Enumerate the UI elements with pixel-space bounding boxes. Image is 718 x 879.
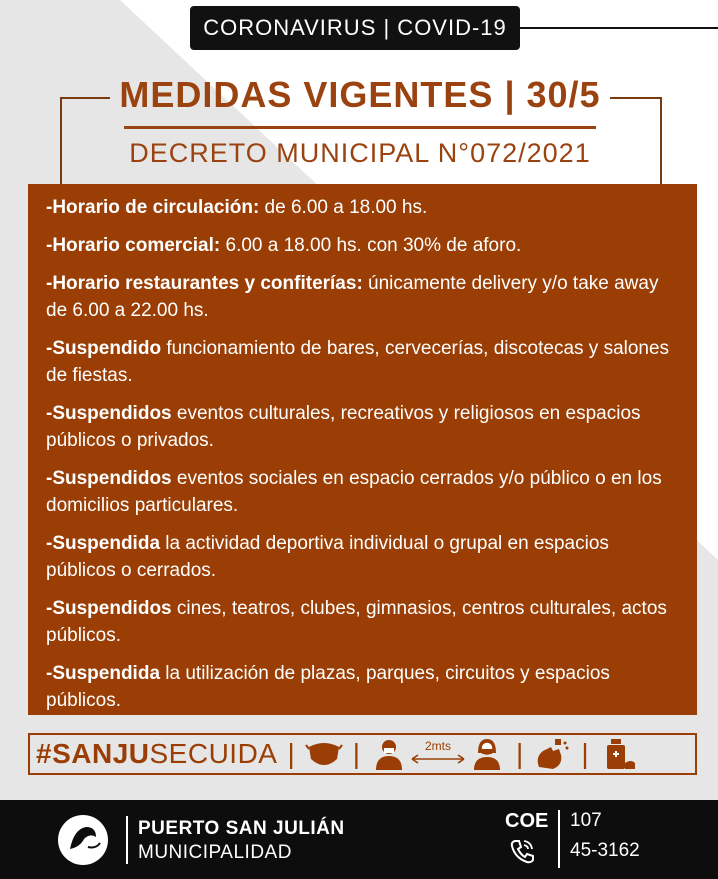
- measure-item: -Suspendida la actividad deportiva individual o grupal en espacios públicos o cerrados.: [46, 533, 609, 581]
- frame-right: [660, 97, 662, 187]
- measure-item: -Horario comercial: 6.00 a 18.00 hs. con 30% de aforo.: [46, 235, 522, 256]
- hashtag-bar: [28, 733, 697, 775]
- distance-arrows-icon: [408, 737, 468, 771]
- person-mask-icon: [370, 737, 408, 771]
- separator: |: [352, 738, 361, 769]
- svg-text:2mts: 2mts: [425, 739, 452, 753]
- measure-item: -Suspendidos eventos culturales, recreativos y religiosos en espacios públicos o privados.: [46, 403, 641, 451]
- topic-tag: CORONAVIRUS | COVID-19: [190, 6, 520, 50]
- municipality-logo: [56, 813, 110, 867]
- woman-mask-icon: [468, 737, 506, 771]
- separator: |: [581, 738, 589, 769]
- title-rule: [124, 126, 596, 129]
- org-type: MUNICIPALIDAD: [138, 842, 292, 863]
- measure-item: -Suspendidos eventos sociales en espacio cerrados y/o público o en los domicilios particulares.: [46, 468, 662, 516]
- decree-subtitle: DECRETO MUNICIPAL N°072/2021: [129, 138, 591, 168]
- frame-top-right: [610, 97, 662, 99]
- hashtag: #SANJUSECUIDA: [36, 738, 278, 769]
- hand-sanitizer-icon: [533, 737, 571, 771]
- sanitizer-bottle-icon: [599, 737, 637, 771]
- mask-icon: [305, 737, 343, 771]
- footer-divider: [126, 816, 128, 864]
- frame-left: [60, 97, 62, 187]
- measure-item: -Suspendida la utilización de plazas, parques, circuitos y espacios públicos.: [46, 663, 610, 711]
- tag-line: [518, 27, 718, 29]
- phone-icon: [509, 838, 535, 864]
- coe-label: COE: [505, 810, 549, 832]
- separator: |: [287, 738, 295, 769]
- phone-number-emergency[interactable]: 107: [570, 810, 602, 831]
- measure-item: -Horario restaurantes y confiterías: únicamente delivery y/o take away de 6.00 a 22.00 hs.: [46, 273, 659, 321]
- footer-divider: [558, 810, 560, 868]
- page-title: MEDIDAS VIGENTES | 30/5: [119, 74, 601, 115]
- measure-item: -Suspendidos cines, teatros, clubes, gimnasios, centros culturales, actos públicos.: [46, 598, 667, 646]
- frame-top-left: [60, 97, 110, 99]
- measures-box: [28, 184, 697, 715]
- org-name: PUERTO SAN JULIÁN: [138, 818, 345, 839]
- measure-item: -Horario de circulación: de 6.00 a 18.00 hs.: [46, 197, 428, 218]
- phone-number-coe[interactable]: 45-3162: [570, 840, 640, 861]
- separator: |: [516, 738, 524, 769]
- measure-item: -Suspendido funcionamiento de bares, cervecerías, discotecas y salones de fiestas.: [46, 338, 670, 386]
- footer: [0, 800, 718, 879]
